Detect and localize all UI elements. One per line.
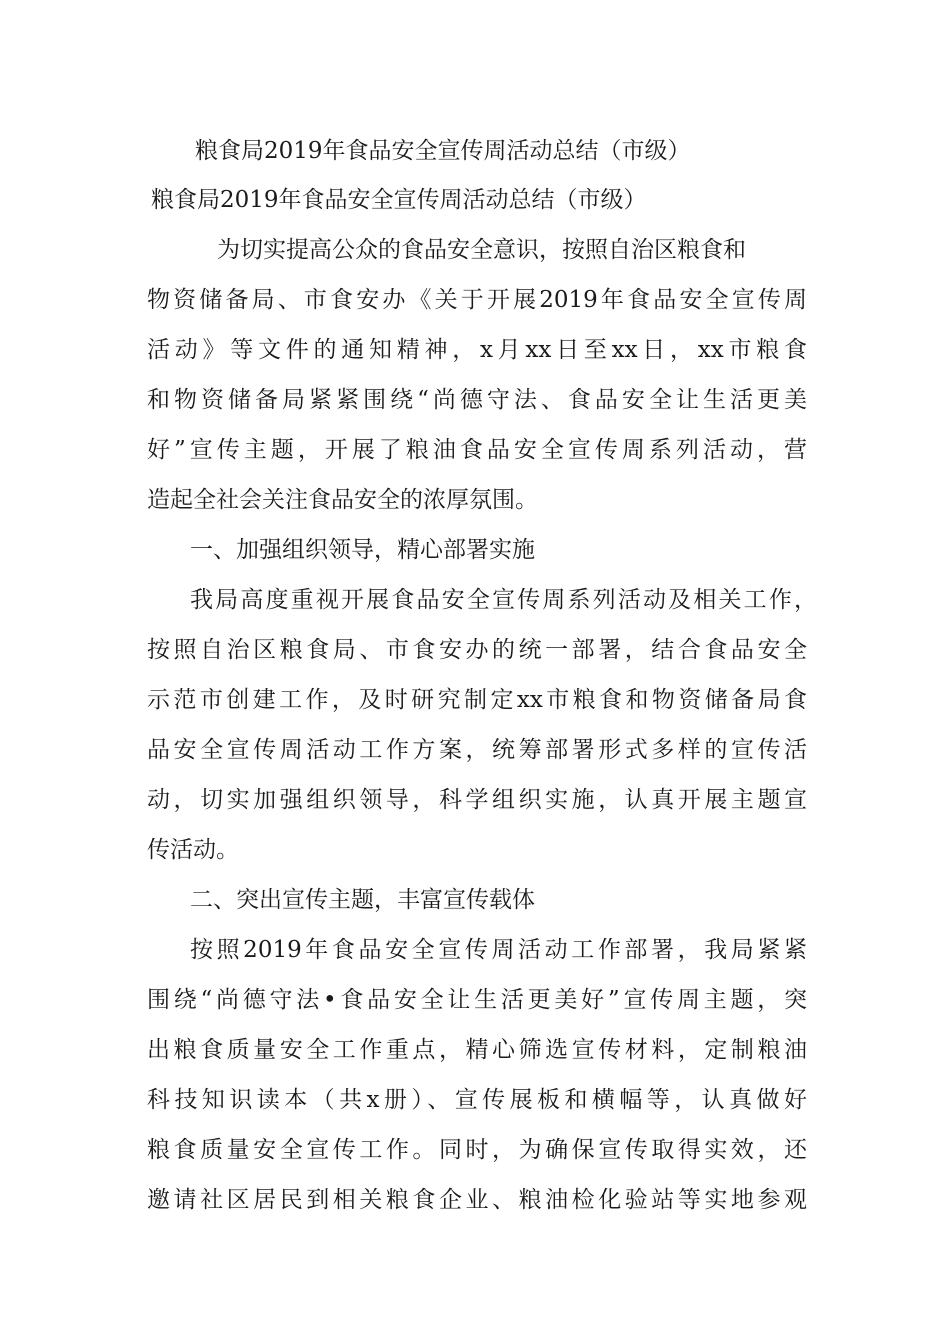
section-2-line: 科技知识读本（共x册）、宣传展板和横幅等，认真做好 xyxy=(147,1087,807,1113)
section-2-line: 按照2019年食品安全宣传周活动工作部署，我局紧紧 xyxy=(190,937,807,963)
section-2-line: 出粮食质量安全工作重点，精心筛选宣传材料，定制粮油 xyxy=(147,1037,807,1063)
intro-line: 为切实提高公众的食品安全意识，按照自治区粮食和 xyxy=(217,237,746,263)
intro-line: 好”宣传主题，开展了粮油食品安全宣传周系列活动，营 xyxy=(147,437,807,463)
intro-line: 活动》等文件的通知精神，x月xx日至xx日，xx市粮食 xyxy=(147,337,807,363)
section-2-line: 邀请社区居民到相关粮食企业、粮油检化验站等实地参观 xyxy=(147,1187,807,1213)
section-1-line: 传活动。 xyxy=(147,837,239,863)
section-1-line: 示范市创建工作，及时研究制定xx市粮食和物资储备局食 xyxy=(147,687,807,713)
section-1-line: 动，切实加强组织领导，科学组织实施，认真开展主题宣 xyxy=(147,787,807,813)
section-1-line: 品安全宣传周活动工作方案，统筹部署形式多样的宣传活 xyxy=(147,737,807,763)
document-subtitle: 粮食局2019年食品安全宣传周活动总结（市级） xyxy=(151,187,647,213)
intro-line: 和物资储备局紧紧围绕“尚德守法、食品安全让生活更美 xyxy=(147,387,807,413)
intro-line: 物资储备局、市食安办《关于开展2019年食品安全宣传周 xyxy=(147,287,807,313)
intro-line: 造起全社会关注食品安全的浓厚氛围。 xyxy=(147,487,538,513)
section-2-heading: 二、突出宣传主题，丰富宣传载体 xyxy=(190,887,535,913)
section-1-line: 按照自治区粮食局、市食安办的统一部署，结合食品安全 xyxy=(147,637,807,663)
section-1-line: 我局高度重视开展食品安全宣传周系列活动及相关工作， xyxy=(190,587,817,613)
section-2-line: 粮食质量安全宣传工作。同时，为确保宣传取得实效，还 xyxy=(147,1137,807,1163)
section-2-line: 围绕“尚德守法•食品安全让生活更美好”宣传周主题，突 xyxy=(147,987,807,1013)
document-title: 粮食局2019年食品安全宣传周活动总结（市级） xyxy=(195,138,691,164)
section-1-heading: 一、加强组织领导，精心部署实施 xyxy=(190,537,535,563)
